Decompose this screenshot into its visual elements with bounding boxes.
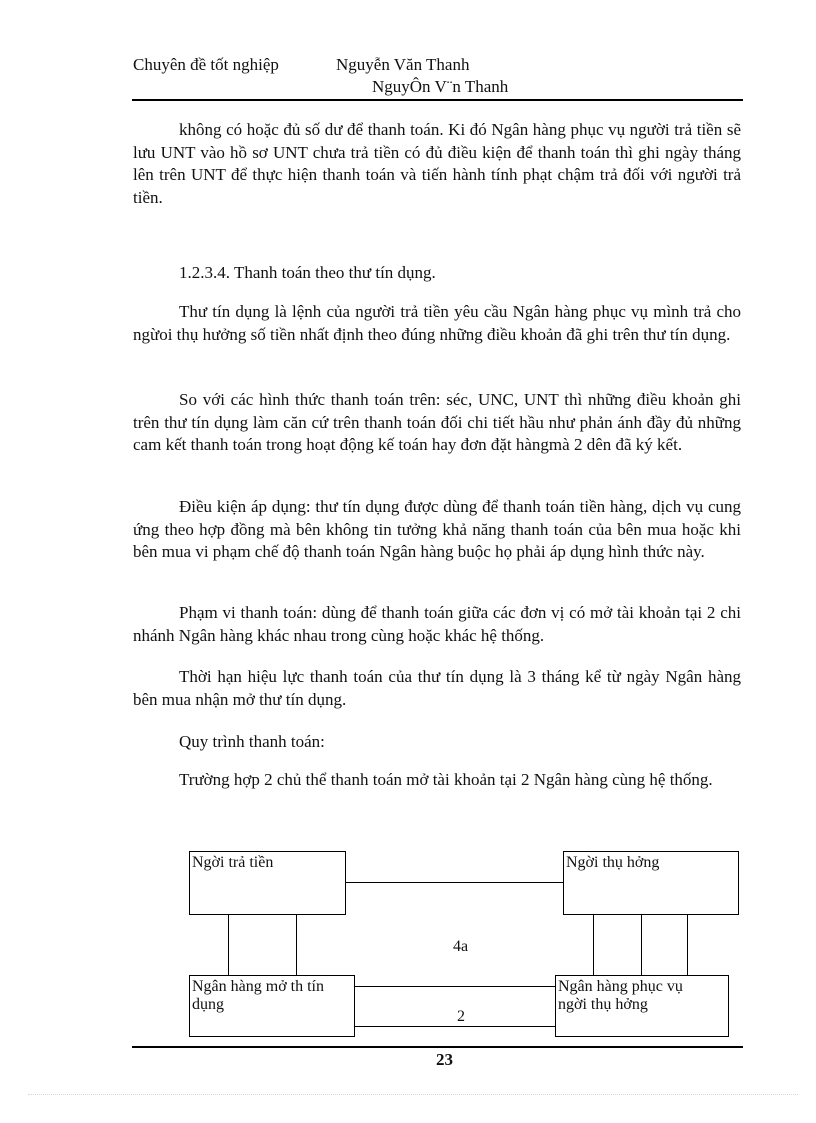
paragraph-comparison: So với các hình thức thanh toán trên: séc, UNC, UNT thì những điều khoản ghi trên thư tín dụng làm căn cứ trên thanh toán đối chi tiết hầu như phản ánh đầy đủ những cam kết thanh toán trong hoạt động kế toán hay đơn đặt hàngmà 2 dên đã ký kết. — [133, 390, 741, 454]
connector-payee-bank-3 — [687, 913, 688, 975]
header-rule — [132, 99, 743, 101]
advising-bank-label-line1: Ngân hàng phục vụ — [558, 978, 683, 995]
connector-banks-top — [353, 986, 555, 987]
footer-rule — [132, 1046, 743, 1048]
payer-box — [189, 851, 346, 915]
connector-payer-bank-left — [228, 913, 229, 975]
connector-payee-bank-2 — [641, 913, 642, 975]
paragraph-case: Trường hợp 2 chủ thể thanh toán mở tài khoản tại 2 Ngân hàng cùng hệ thống. — [179, 770, 713, 789]
connector-payer-bank-right — [296, 913, 297, 975]
paragraph-conditions: Điều kiện áp dụng: thư tín dụng được dùng để thanh toán tiền hàng, dịch vụ cung ứng theo hợp đồng mà bên không tin tưởng khả năng thanh toán của bên mua hoặc khi bên mua vi phạm chế độ thanh toán Ngân hàng buộc họ phải áp dụng hình thức này. — [133, 497, 741, 561]
issuing-bank-box — [189, 975, 355, 1037]
page-edge-dots — [28, 1094, 798, 1095]
paragraph-definition: Thư tín dụng là lệnh của người trả tiền yêu cầu Ngân hàng phục vụ mình trả cho ngừoi thụ hưởng số tiền nhất định theo đúng những điều khoản đã ghi trên thư tín dụng. — [133, 302, 741, 344]
payee-label: Ngời thụ hởng — [566, 854, 660, 871]
step-label-2: 2 — [457, 1008, 465, 1025]
author-name-garbled: NguyÔn V¨n Thanh — [372, 77, 509, 96]
paragraph-procedure: Quy trình thanh toán: — [179, 732, 325, 751]
issuing-bank-label-line2: dụng — [192, 996, 224, 1013]
paragraph-validity: Thời hạn hiệu lực thanh toán của thư tín dụng là 3 tháng kể từ ngày Ngân hàng bên mua nhận mở thư tín dụng. — [133, 667, 741, 709]
payee-box — [563, 851, 739, 915]
paragraph-1: không có hoặc đủ số dư để thanh toán. Ki đó Ngân hàng phục vụ người trả tiền sẽ lưu UNT vào hồ sơ UNT chưa trả tiền có đủ điều kiện để thanh toán thì ghi ngày tháng lên trên UNT để thực hiện thanh toán và tiến hành tính phạt chậm trả đối với người trả tiền. — [133, 120, 741, 207]
document-title: Chuyên đề tốt nghiệp — [133, 55, 279, 74]
connector-payer-payee — [344, 882, 563, 883]
advising-bank-label-line2: ngời thụ hởng — [558, 996, 648, 1013]
connector-banks-bottom — [353, 1026, 555, 1027]
advising-bank-box — [555, 975, 729, 1037]
author-name: Nguyễn Văn Thanh — [336, 55, 470, 74]
paragraph-scope: Phạm vi thanh toán: dùng để thanh toán giữa các đơn vị có mở tài khoản tại 2 chi nhánh Ngân hàng khác nhau trong cùng hoặc khác hệ thống. — [133, 603, 741, 645]
page-number: 23 — [436, 1050, 453, 1069]
step-label-4a: 4a — [453, 938, 469, 955]
section-heading: 1.2.3.4. Thanh toán theo thư tín dụng. — [179, 263, 436, 282]
payer-label: Ngời trả tiền — [192, 854, 274, 871]
issuing-bank-label-line1: Ngân hàng mở th tín — [192, 978, 324, 995]
connector-payee-bank-1 — [593, 913, 594, 975]
